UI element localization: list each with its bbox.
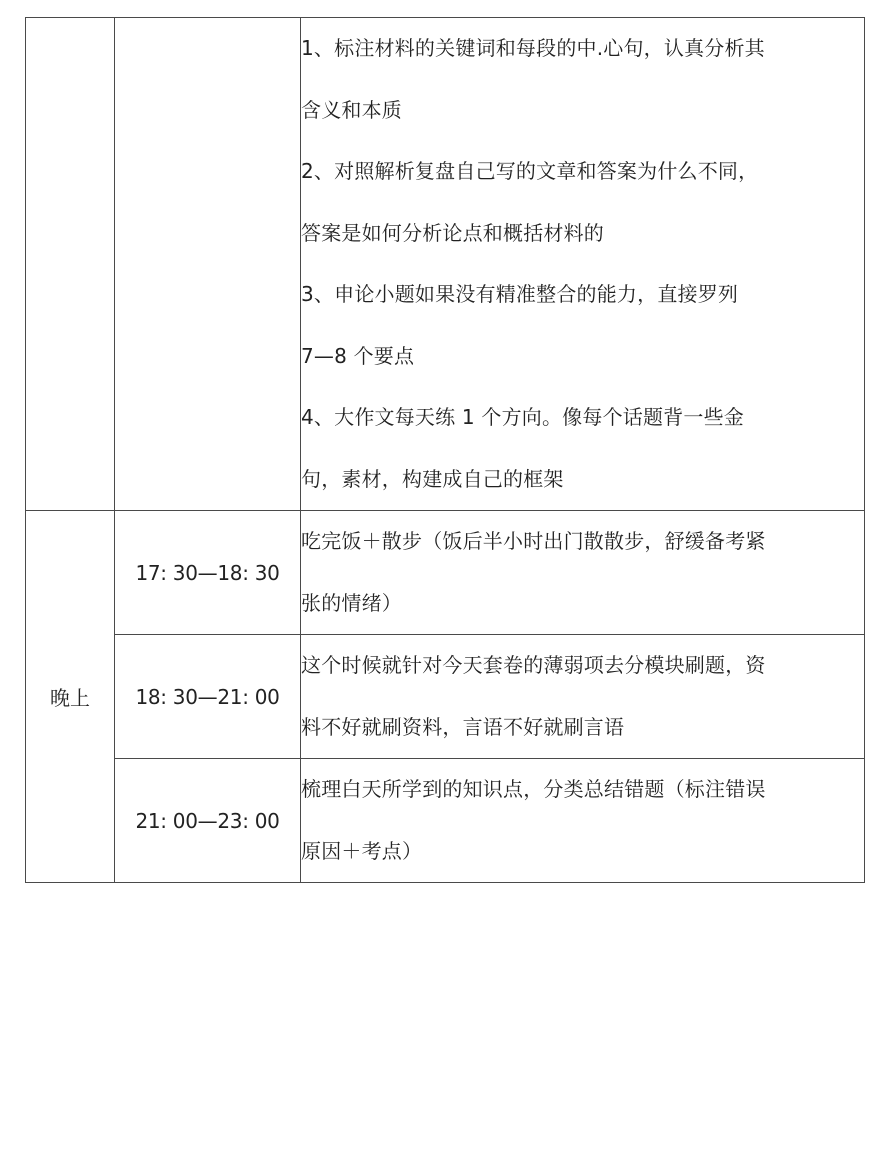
table-row-evening-3 <box>26 759 865 883</box>
task-line: 7—8 个要点 <box>301 343 415 368</box>
schedule-table <box>25 17 865 883</box>
task-cell-study-methods <box>301 18 865 511</box>
table-row-evening-2 <box>26 635 865 759</box>
task-cell <box>301 511 865 635</box>
task-line: 吃完饭＋散步（饭后半小时出门散散步，舒缓备考紧 <box>301 529 766 553</box>
task-line: 原因＋考点） <box>301 838 423 863</box>
time-cell: 21: 00—23: 00 <box>115 759 301 883</box>
task-line: 这个时候就针对今天套卷的薄弱项去分模块刷题，资 <box>301 653 766 677</box>
task-line: 答案是如何分析论点和概括材料的 <box>301 220 604 245</box>
time-cell: 17: 30—18: 30 <box>115 511 301 635</box>
task-line: 料不好就刷资料，言语不好就刷言语 <box>301 714 625 739</box>
task-cell <box>301 759 865 883</box>
task-cell <box>301 635 865 759</box>
task-line: 4、大作文每天练 1 个方向。像每个话题背一些金 <box>301 405 744 429</box>
task-line: 张的情绪） <box>301 590 402 615</box>
task-line: 2、对照解析复盘自己写的文章和答案为什么不同， <box>301 159 759 183</box>
time-cell-empty <box>115 18 301 511</box>
table-row-continuation <box>26 18 865 511</box>
task-line: 3、申论小题如果没有精准整合的能力，直接罗列 <box>301 282 739 306</box>
task-line: 1、标注材料的关键词和每段的中.心句，认真分析其 <box>301 36 765 60</box>
period-cell-empty <box>26 18 115 511</box>
task-line: 梳理白天所学到的知识点，分类总结错题（标注错误 <box>301 777 766 801</box>
time-cell: 18: 30—21: 00 <box>115 635 301 759</box>
task-line: 句，素材，构建成自己的框架 <box>301 466 564 491</box>
task-line: 含义和本质 <box>301 97 402 122</box>
table-row-evening-1 <box>26 511 865 635</box>
period-cell-evening: 晚上 <box>26 511 115 883</box>
